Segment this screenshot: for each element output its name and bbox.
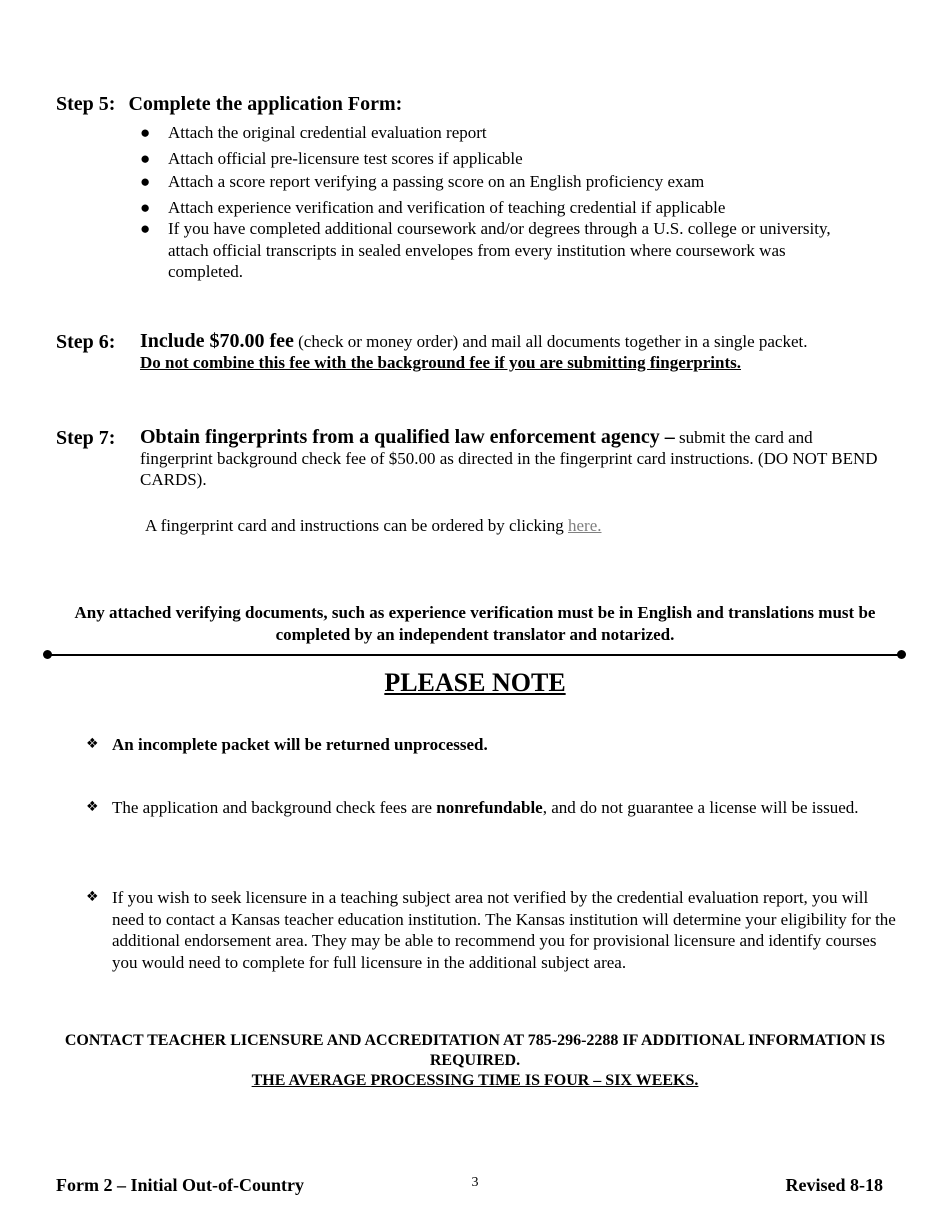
- note-nonrefundable: ❖ The application and background check fees are nonrefundable, and do not guarantee a license will be issued.: [86, 798, 859, 817]
- section-divider: [47, 654, 902, 656]
- please-note-title: PLEASE NOTE: [384, 668, 566, 697]
- translation-notice: Any attached verifying documents, such as experience verification must be in English and translations must be completed by an independent translator and notarized.: [74, 603, 876, 644]
- bullet-icon: ●: [140, 219, 151, 238]
- step6-label: Step 6:: [56, 331, 116, 353]
- fingerprint-order-link[interactable]: here.: [567, 516, 602, 535]
- list-item: ● Attach experience verification and verification of teaching credential if applicable: [140, 197, 726, 217]
- step6-body: [140, 331, 880, 373]
- diamond-bullet-icon: ❖: [86, 889, 99, 905]
- step7-text: submit the card and fingerprint background check fee of $50.00 as directed in the fingerprint card instructions. (DO NOT BEND CARDS).: [140, 428, 878, 489]
- step7-label: Step 7:: [56, 427, 116, 449]
- diamond-bullet-icon: ❖: [86, 736, 99, 752]
- step6-heading: Include $70.00 fee: [140, 330, 294, 352]
- divider-endpoint-left: [43, 650, 52, 659]
- fingerprint-order-line: A fingerprint card and instructions can be ordered by clicking here.: [145, 516, 602, 535]
- bullet-icon: ●: [140, 197, 151, 217]
- list-item: ● Attach the original credential evaluation report: [140, 123, 487, 142]
- step7-body: [140, 427, 880, 490]
- step7-heading: Obtain fingerprints from a qualified law enforcement agency –: [140, 426, 675, 448]
- step5-heading: [56, 93, 402, 116]
- diamond-bullet-icon: ❖: [86, 799, 99, 815]
- step5-checklist: [140, 122, 840, 283]
- divider-endpoint-right: [897, 650, 906, 659]
- list-item: ● If you have completed additional coursework and/or degrees through a U.S. college or university, attach official transcripts in sealed envelopes from every institution where coursework was completed.: [140, 219, 831, 281]
- step6-warning: Do not combine this fee with the background fee if you are submitting fingerprints.: [140, 353, 741, 372]
- list-item: ● Attach a score report verifying a passing score on an English proficiency exam: [140, 172, 705, 191]
- bullet-icon: ●: [140, 172, 151, 191]
- step6-text: (check or money order) and mail all documents together in a single packet.: [293, 332, 808, 351]
- footer-form-name: Form 2 – Initial Out-of-Country: [56, 1175, 304, 1195]
- bullet-icon: ●: [140, 148, 151, 168]
- footer-revision: Revised 8-18: [785, 1175, 883, 1195]
- note-additional-endorsement: ❖ If you wish to seek licensure in a teaching subject area not verified by the credential evaluation report, you will need to contact a Kansas teacher education institution. The Kansas institution will determine your eligibility for the additional endorsement area. They may be able to recommend you for provisional licensure and identify courses you would need to complete for full licensure in the additional subject area.: [86, 888, 896, 972]
- contact-notice: CONTACT TEACHER LICENSURE AND ACCREDITATION AT 785-296-2288 IF ADDITIONAL INFORMATION IS REQUIRED.: [64, 1032, 886, 1069]
- step5-title: Complete the application Form:: [128, 93, 403, 115]
- note-incomplete-packet: ❖ An incomplete packet will be returned unprocessed.: [86, 735, 488, 754]
- bullet-icon: ●: [140, 123, 151, 142]
- step5-label: Step 5:: [56, 93, 116, 115]
- footer-page-number: 3: [471, 1175, 479, 1190]
- processing-time-notice: THE AVERAGE PROCESSING TIME IS FOUR – SIX WEEKS.: [251, 1072, 699, 1089]
- list-item: ● Attach official pre-licensure test scores if applicable: [140, 148, 523, 168]
